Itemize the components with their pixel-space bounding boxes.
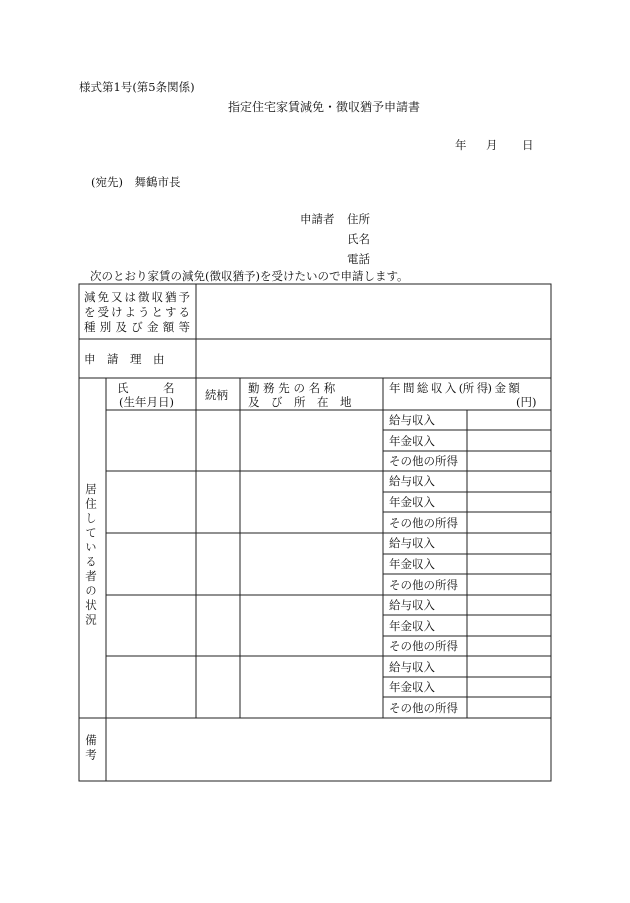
col-birthdate-header: (生年月日) xyxy=(119,395,174,409)
income-type-label: その他の所得 xyxy=(389,639,458,653)
income-type-label: 年金収入 xyxy=(389,680,435,694)
col-name-header: 氏 名 xyxy=(117,381,175,395)
intro-text: 次のとおり家賃の減免(徴収猶予)を受けたいので申請します。 xyxy=(90,269,409,283)
income-type-label: 給与収入 xyxy=(389,474,435,488)
income-type-label: その他の所得 xyxy=(389,701,458,715)
income-type-label: 給与収入 xyxy=(389,598,435,612)
applicant-phone-label: 電話 xyxy=(347,252,370,266)
kind-amount-label-line-2: を受けようとする xyxy=(84,305,190,319)
income-type-label: 年金収入 xyxy=(389,434,435,448)
addressee: (宛先) 舞鶴市長 xyxy=(91,175,181,189)
kind-amount-label-line-3: 種別及び金額等 xyxy=(84,320,190,334)
income-type-label: 年金収入 xyxy=(389,619,435,633)
income-type-label: その他の所得 xyxy=(389,578,458,592)
residents-status-label: 居住している者の状況 xyxy=(84,483,98,628)
income-type-label: 給与収入 xyxy=(389,660,435,674)
document-title: 指定住宅家賃減免・徴収猶予申請書 xyxy=(228,100,421,114)
col-income-header-2: (円) xyxy=(516,395,537,409)
kind-amount-label-line-1: 減免又は徴収猶予 xyxy=(84,290,190,304)
col-relation-header: 続柄 xyxy=(205,388,228,402)
income-type-label: その他の所得 xyxy=(389,454,458,468)
date-year-label: 年 xyxy=(455,138,467,152)
income-type-label: 年金収入 xyxy=(389,557,435,571)
income-type-label: 給与収入 xyxy=(389,413,435,427)
form-code: 様式第1号(第5条関係) xyxy=(79,80,195,94)
remarks-label: 備考 xyxy=(84,734,98,763)
applicant-label: 申請者 xyxy=(300,212,335,226)
col-workplace-header-2: 及 び 所 在 地 xyxy=(248,395,352,409)
applicant-address-label: 住所 xyxy=(347,212,370,226)
date-month-label: 月 xyxy=(486,138,498,152)
income-type-label: 給与収入 xyxy=(389,536,435,550)
col-workplace-header-1: 勤 務 先 の 名 称 xyxy=(248,381,336,395)
income-type-label: 年金収入 xyxy=(389,495,435,509)
reason-label: 申 請 理 由 xyxy=(84,352,165,366)
income-type-label: その他の所得 xyxy=(389,516,458,530)
col-income-header-1: 年 間 総 収 入 (所 得) 金 額 xyxy=(389,381,520,395)
applicant-name-label: 氏名 xyxy=(347,232,370,246)
date-day-label: 日 xyxy=(522,138,534,152)
